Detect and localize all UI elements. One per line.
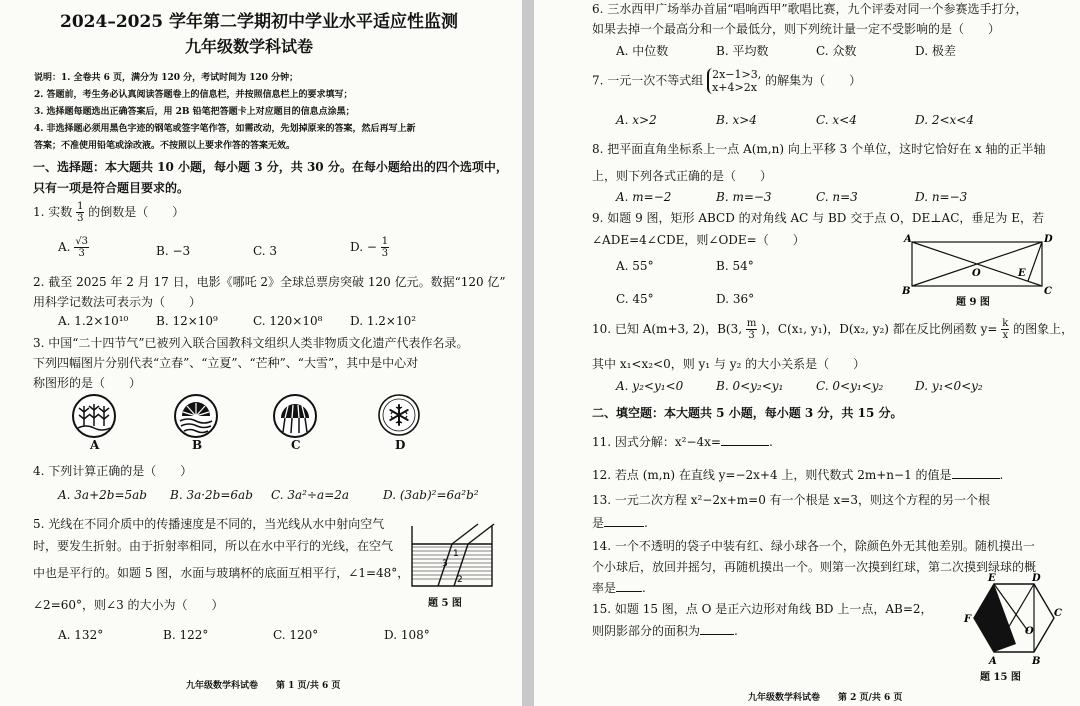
section-1-heading-cont: 只有一项是符合题目要求的。 bbox=[33, 181, 190, 195]
exam-page-2 bbox=[534, 0, 1080, 706]
question-4: 4. 下列计算正确的是（ ） bbox=[33, 464, 193, 478]
q10-option-a: A. y₂<y₁<0 bbox=[616, 379, 684, 393]
q7-option-a: A. x>2 bbox=[616, 113, 657, 127]
fig9-label-c: C bbox=[1044, 286, 1052, 296]
question-5-cont: ∠2=60°，则∠3 的大小为（ ） bbox=[33, 598, 224, 612]
fig15-label-f: F bbox=[964, 614, 972, 625]
note-line: 说明：1. 全卷共 6 页，满分为 120 分，考试时间为 120 分钟； bbox=[34, 73, 299, 83]
fig9-label-a: A bbox=[904, 234, 912, 245]
fig5-angle-2: 2 bbox=[457, 575, 463, 585]
q1-option-d: D. − $\frac{1}{3}$ bbox=[350, 236, 389, 259]
question-8-cont: 上，则下列各式正确的是（ ） bbox=[592, 169, 773, 183]
q1-fraction: $\frac{1}{3}$ bbox=[77, 201, 84, 224]
fig5-angle-1: 1 bbox=[453, 549, 459, 559]
figure-15-caption: 题 15 图 bbox=[980, 672, 1021, 683]
note-line: 4. 非选择题必须用黑色字迹的钢笔或签字笔作答，如需改动，先划掉原来的答案，然后再写上新 bbox=[34, 124, 416, 134]
q5-option-c: C. 120° bbox=[273, 628, 319, 642]
fig9-label-b: B bbox=[902, 286, 911, 296]
q10-option-b: B. 0<y₂<y₁ bbox=[716, 379, 784, 393]
question-3: 3. 中国“二十四节气”已被列入联合国教科文组织人类非物质文化遗产代表作名录。 bbox=[33, 336, 469, 350]
q2-option-d: D. 1.2×10² bbox=[350, 314, 417, 328]
q6-option-d: D. 极差 bbox=[915, 44, 956, 58]
exam-title: 2024–2025 学年第二学期初中学业水平适应性监测 bbox=[60, 12, 459, 32]
q6-option-a: A. 中位数 bbox=[616, 44, 669, 58]
q9-option-c: C. 45° bbox=[616, 292, 654, 306]
q11-answer-blank bbox=[721, 435, 769, 446]
question-14: 14. 一个不透明的袋子中装有红、绿小球各一个，除颜色外无其他差别。随机摸出一 bbox=[592, 539, 1035, 553]
q8-option-c: C. n=3 bbox=[816, 190, 858, 204]
question-3-cont: 下列四幅图片分别代表“立春”、“立夏”、“芒种”、“大雪”，其中是中心对 bbox=[33, 356, 419, 370]
fig9-label-d: D bbox=[1044, 234, 1053, 245]
figure-9-rectangle bbox=[902, 232, 1054, 296]
q10-option-d: D. y₁<0<y₂ bbox=[915, 379, 983, 393]
q5-option-d: D. 108° bbox=[384, 628, 430, 642]
question-9-cont: ∠ADE=4∠CDE，则∠ODE=（ ） bbox=[592, 233, 805, 247]
q4-option-a: A. 3a+2b=5ab bbox=[58, 488, 147, 502]
exam-subtitle: 九年级数学科试卷 bbox=[185, 37, 314, 56]
q9-option-b: B. 54° bbox=[716, 259, 754, 273]
note-line: 3. 选择题每题选出正确答案后，用 2B 铅笔把答题卡上对应题目的信息点涂黑； bbox=[34, 107, 355, 117]
q4-option-d: D. (3ab)²=6a²b² bbox=[383, 488, 479, 502]
fig15-label-a: A bbox=[989, 656, 997, 667]
q8-option-b: B. m=−3 bbox=[716, 190, 772, 204]
fig15-label-c: C bbox=[1054, 608, 1062, 619]
q1-option-b: B. −3 bbox=[156, 244, 191, 258]
question-1: 1. 实数 $\frac{1}{3}$ 的倒数是（ ） bbox=[33, 201, 185, 224]
question-11: 11. 因式分解：x²−4x= . bbox=[592, 435, 773, 449]
note-line: 答案；不准使用铅笔或涂改液。不按照以上要求作答的答案无效。 bbox=[34, 141, 296, 151]
note-line: 2. 答题前，考生务必认真阅读答题卷上的信息栏，并按照信息栏上的要求填写； bbox=[34, 90, 353, 100]
question-2: 2. 截至 2025 年 2 月 17 日，电影《哪吒 2》全球总票房突破 120 亿元。数据“120 亿” bbox=[33, 275, 506, 289]
q8-option-d: D. n=−3 bbox=[915, 190, 968, 204]
solar-term-emblem-d bbox=[376, 392, 422, 438]
fig15-label-o: O bbox=[1025, 626, 1034, 637]
page-gap bbox=[522, 0, 534, 706]
q7-option-d: D. 2<x<4 bbox=[915, 113, 974, 127]
fig9-label-o: O bbox=[972, 268, 981, 279]
q4-option-b: B. 3a·2b=6ab bbox=[170, 488, 253, 502]
q10-option-c: C. 0<y₁<y₂ bbox=[816, 379, 884, 393]
figure-5-caption: 题 5 图 bbox=[428, 598, 462, 609]
fig15-label-b: B bbox=[1032, 656, 1041, 667]
fig9-label-e: E bbox=[1018, 268, 1026, 279]
question-5: 5. 光线在不同介质中的传播速度是不同的，当光线从水中射向空气 bbox=[33, 517, 385, 531]
question-3-cont: 称图形的是（ ） bbox=[33, 376, 142, 390]
q9-option-d: D. 36° bbox=[716, 292, 755, 306]
solar-term-emblem-b bbox=[172, 392, 220, 440]
question-13-cont: 是 . bbox=[592, 516, 648, 530]
question-13: 13. 一元二次方程 x²−2x+m=0 有一个根是 x=3，则这个方程的另一个根 bbox=[592, 493, 990, 507]
question-12: 12. 若点 (m,n) 在直线 y=−2x+4 上，则代数式 2m+n−1 的值是 . bbox=[592, 468, 1004, 482]
section-2-heading: 二、填空题：本大题共 5 小题，每小题 3 分，共 15 分。 bbox=[592, 406, 903, 420]
q14-answer-blank bbox=[616, 581, 642, 592]
emblem-label-d: D bbox=[395, 438, 406, 452]
q1-text: 1. 实数 bbox=[33, 205, 73, 219]
question-10: 10. 已知 A(m+3, 2)，B(3, $\frac{m}{3}$ )，C(x₁, y₁)，D(x₂, y₂) 都在反比例函数 y= $\frac{k}{x}$ 的图象上， bbox=[592, 318, 1074, 341]
page-1-footer: 九年级数学科试卷 第 1 页/共 6 页 bbox=[186, 681, 341, 691]
q2-option-a: A. 1.2×10¹⁰ bbox=[58, 314, 129, 328]
section-1-heading: 一、选择题：本大题共 10 小题，每小题 3 分，共 30 分。在每小题给出的四个选项中， bbox=[33, 160, 508, 174]
exam-page-1 bbox=[0, 0, 522, 706]
question-15-cont: 则阴影部分的面积为 . bbox=[592, 624, 738, 638]
question-5-cont: 时，要发生折射。由于折射率相同，所以在水中平行的光线，在空气 bbox=[33, 539, 394, 553]
question-8: 8. 把平面直角坐标系上一点 A(m,n) 向上平移 3 个单位，这时它恰好在 x 轴的正半轴 bbox=[592, 142, 1046, 156]
q12-answer-blank bbox=[952, 468, 1000, 479]
question-7: 7. 一元一次不等式组 2x−1>3, x+4>2x 的解集为（ ） bbox=[592, 68, 862, 94]
question-6-cont: 如果去掉一个最高分和一个最低分，则下列统计量一定不受影响的是（ ） bbox=[592, 22, 1001, 36]
q7-option-c: C. x<4 bbox=[816, 113, 857, 127]
figure-5-glass bbox=[408, 522, 498, 590]
q8-option-a: A. m=−2 bbox=[616, 190, 672, 204]
q4-option-c: C. 3a²÷a=2a bbox=[271, 488, 350, 502]
emblem-label-c: C bbox=[291, 438, 301, 452]
q9-option-a: A. 55° bbox=[616, 259, 654, 273]
q6-option-b: B. 平均数 bbox=[716, 44, 769, 58]
page-2-footer: 九年级数学科试卷 第 2 页/共 6 页 bbox=[748, 693, 903, 703]
fig15-label-e: E bbox=[988, 573, 996, 584]
question-15: 15. 如题 15 图，点 O 是正六边形对角线 BD 上一点，AB=2， bbox=[592, 602, 933, 616]
q1-option-c: C. 3 bbox=[253, 244, 278, 258]
question-2-cont: 用科学记数法可表示为（ ） bbox=[33, 295, 202, 309]
q7-inequality-system: 2x−1>3, x+4>2x bbox=[707, 68, 761, 94]
emblem-label-b: B bbox=[192, 438, 203, 452]
q15-answer-blank bbox=[700, 624, 734, 635]
question-5-cont: 中也是平行的。如题 5 图，水面与玻璃杯的底面互相平行，∠1=48°， bbox=[33, 566, 410, 580]
figure-15-hexagon bbox=[948, 570, 1064, 670]
question-9: 9. 如题 9 图，矩形 ABCD 的对角线 AC 与 BD 交于点 O，DE⊥AC，垂足为 E，若 bbox=[592, 211, 1044, 225]
q13-answer-blank bbox=[604, 516, 644, 527]
fig15-label-d: D bbox=[1032, 573, 1041, 584]
question-10-cont: 其中 x₁<x₂<0，则 y₁ 与 y₂ 的大小关系是（ ） bbox=[592, 357, 866, 371]
q6-option-c: C. 众数 bbox=[816, 44, 857, 58]
q2-option-b: B. 12×10⁹ bbox=[156, 314, 218, 328]
q5-option-a: A. 132° bbox=[58, 628, 104, 642]
solar-term-emblem-a bbox=[70, 392, 118, 440]
solar-term-emblem-c bbox=[271, 392, 319, 440]
figure-9-caption: 题 9 图 bbox=[956, 297, 990, 308]
emblem-label-a: A bbox=[90, 438, 100, 452]
question-14-cont: 个小球后，放回并摇匀，再随机摸出一个。则第一次摸到红球，第二次摸到绿球的概 bbox=[592, 560, 1037, 574]
q1-option-a: A. $\frac{√3}{3}$ bbox=[58, 236, 89, 259]
q7-option-b: B. x>4 bbox=[716, 113, 757, 127]
q2-option-c: C. 120×10⁸ bbox=[253, 314, 323, 328]
q5-option-b: B. 122° bbox=[163, 628, 209, 642]
question-6: 6. 三水西甲广场举办首届“唱响西甲”歌唱比赛，九个评委对同一个参赛选手打分， bbox=[592, 2, 1028, 16]
fig5-angle-3: 3 bbox=[442, 559, 448, 569]
question-14-cont: 率是 . bbox=[592, 581, 646, 595]
